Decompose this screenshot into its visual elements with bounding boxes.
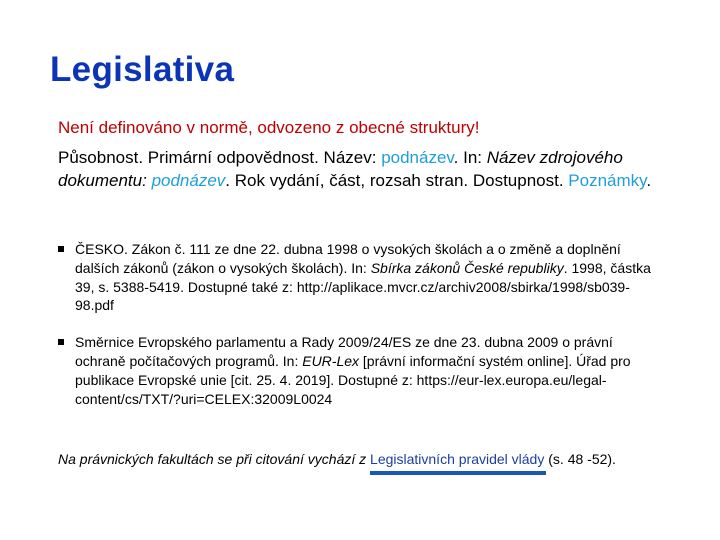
format-part-3: . Rok vydání, část, rozsah stran. Dostupnost. — [225, 171, 569, 190]
format-highlight-3: Poznámky — [568, 171, 647, 190]
bullet-square-icon — [58, 339, 64, 345]
list-item — [58, 240, 658, 315]
example-source-italic: EUR-Lex — [302, 352, 360, 369]
format-part-1: Působnost. Primární odpovědnost. Název: — [58, 148, 382, 167]
legislative-rules-link[interactable]: Legislativních pravidel vlády — [370, 451, 545, 467]
footnote-text: Na právnických fakultách se při citování vychází z — [58, 451, 371, 467]
example-text-a: Směrnice Evropského parlamentu a Rady 2009/24/ES ze dne 23. dubna 2009 o právní ochraně počítačových programů. In: — [75, 334, 613, 369]
format-highlight-1: podnázev — [381, 148, 454, 167]
example-source-italic: Sbírka zákonů České republiky — [370, 259, 564, 276]
example-text-b: [právní informační systém online]. Úřad pro publikace Evropské unie [cit. 25. 4. 2019]. Dostupné z: https://eur-lex.europa.eu/legal-content/cs/TXT/?uri=CELEX:32009L0024 — [75, 352, 631, 407]
format-part-2: . In: — [453, 148, 487, 167]
example-list — [58, 240, 658, 426]
example-text-a: ČESKO. Zákon č. 111 ze dne 22. dubna 1998 o vysokých školách a o změně a doplnění dalších zákonů (zákon o vysokých školách). In: — [75, 241, 621, 276]
footnote — [58, 450, 668, 469]
format-italic: Název zdrojového dokumentu: — [58, 148, 623, 190]
citation-format — [58, 146, 658, 192]
page-title: Legislativa — [50, 50, 235, 89]
format-part-4: . — [646, 171, 652, 190]
format-highlight-2: podnázev — [151, 171, 226, 190]
bullet-square-icon — [58, 246, 64, 252]
example-text-b: . 1998, částka 39, s. 5388-5419. Dostupné také z: http://aplikace.mvcr.cz/archiv2008/sbirka/1998/sb039-98.pdf — [75, 259, 651, 314]
warning-text: Není definováno v normě, odvozeno z obecné struktury! — [58, 118, 480, 137]
list-item — [58, 333, 658, 408]
footnote-tail: (s. 48 -52). — [544, 451, 616, 467]
